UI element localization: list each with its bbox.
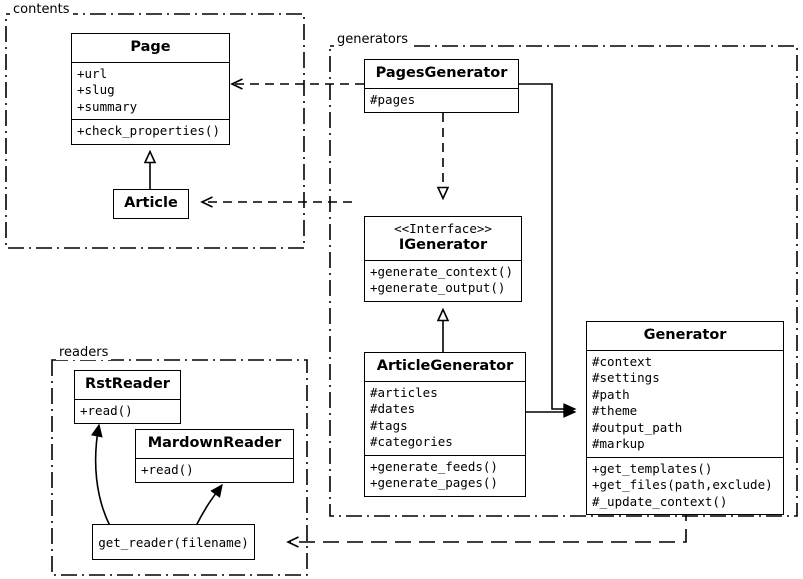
class-igenerator-operation: +generate_context() — [370, 263, 513, 279]
class-mardown-reader-title: MardownReader — [147, 435, 282, 451]
class-article-generator-attribute: #tags — [370, 417, 408, 433]
class-igenerator-title: IGenerator — [398, 237, 488, 253]
class-igenerator-operation: +generate_output() — [370, 280, 506, 296]
class-page-operations — [72, 119, 229, 144]
class-pages-generator-attribute: #pages — [370, 91, 416, 107]
class-mardown-reader[interactable] — [135, 429, 294, 483]
class-rst-reader-operation: +read() — [80, 402, 133, 418]
class-generator-attribute: #output_path — [592, 419, 683, 435]
class-article[interactable] — [113, 189, 189, 219]
class-article-generator-attribute: #dates — [370, 401, 416, 417]
class-igenerator-operations — [365, 260, 521, 301]
class-article-generator-attribute: #categories — [370, 434, 453, 450]
class-page-attribute: +slug — [77, 82, 115, 98]
class-pages-generator-attributes — [365, 88, 518, 113]
class-rst-reader-operations — [75, 399, 180, 424]
class-rst-reader-title: RstReader — [85, 376, 170, 392]
class-generator-operations — [587, 457, 783, 515]
class-rst-reader[interactable] — [74, 370, 181, 424]
class-generator-attribute: #settings — [592, 370, 660, 386]
class-article-generator[interactable] — [364, 352, 526, 497]
class-page[interactable] — [71, 33, 230, 145]
class-generator-attribute: #markup — [592, 436, 645, 452]
class-generator-operation: +get_templates() — [592, 460, 713, 476]
function-get-reader[interactable] — [92, 524, 255, 560]
class-igenerator-stereotype: <<Interface>> — [394, 221, 492, 236]
class-mardown-reader-operations — [136, 458, 293, 483]
class-page-operation: +check_properties() — [77, 123, 220, 139]
class-generator-attribute: #theme — [592, 403, 638, 419]
class-page-attributes — [72, 62, 229, 120]
class-generator-title: Generator — [643, 327, 727, 343]
class-generator-attribute: #context — [592, 353, 653, 369]
class-pages-generator[interactable] — [364, 59, 519, 113]
class-article-generator-attributes — [365, 381, 525, 455]
class-generator-attributes — [587, 350, 783, 457]
class-mardown-reader-operation: +read() — [141, 461, 194, 477]
class-generator[interactable] — [586, 321, 784, 515]
class-article-title: Article — [124, 195, 178, 211]
class-generator-operation: #_update_context() — [592, 493, 728, 509]
class-article-generator-title: ArticleGenerator — [376, 358, 514, 374]
class-article-generator-operation: +generate_feeds() — [370, 458, 498, 474]
package-label-readers: readers — [56, 345, 111, 360]
class-page-attribute: +summary — [77, 98, 138, 114]
class-article-generator-operation: +generate_pages() — [370, 475, 498, 491]
class-page-title: Page — [130, 39, 171, 55]
package-label-contents: contents — [10, 2, 73, 17]
class-generator-attribute: #path — [592, 386, 630, 402]
package-label-generators: generators — [334, 32, 411, 47]
class-generator-operation: +get_files(path,exclude) — [592, 477, 773, 493]
class-igenerator[interactable] — [364, 216, 522, 302]
class-page-attribute: +url — [77, 65, 108, 81]
class-pages-generator-title: PagesGenerator — [375, 65, 508, 81]
class-article-generator-operations — [365, 455, 525, 496]
function-get-reader-label: get_reader(filename) — [98, 534, 249, 550]
class-article-generator-attribute: #articles — [370, 384, 438, 400]
